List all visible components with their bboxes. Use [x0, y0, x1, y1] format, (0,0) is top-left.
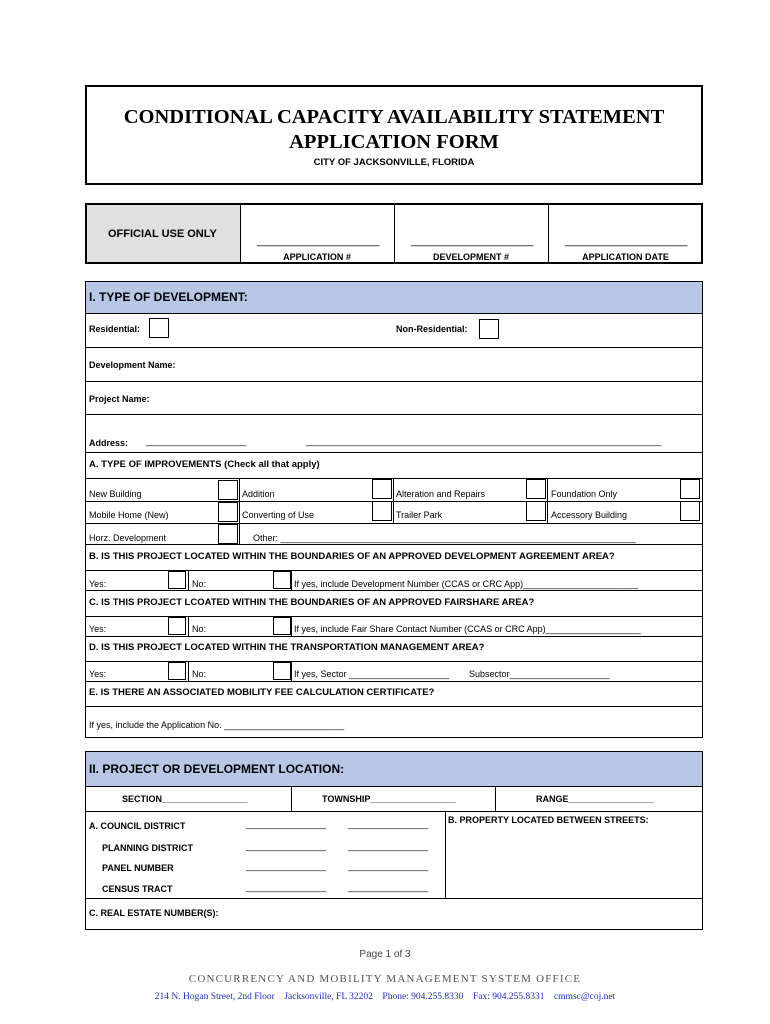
planning-district-field-2[interactable]: ________________ — [348, 841, 429, 851]
foundation-label: Foundation Only — [551, 489, 618, 499]
title-box — [85, 85, 703, 185]
development-number-label: DEVELOPMENT # — [432, 252, 509, 262]
panel-number-field-2[interactable]: ________________ — [348, 861, 429, 871]
mobile-home-checkbox[interactable] — [218, 502, 238, 522]
new-building-checkbox[interactable] — [218, 480, 238, 500]
application-date-label: APPLICATION DATE — [582, 252, 669, 262]
planning-district-field-1[interactable]: ________________ — [246, 841, 327, 851]
section2-box — [85, 751, 703, 930]
question-e: E. IS THERE AN ASSOCIATED MOBILITY FEE CALCULATION CERTIFICATE? — [89, 687, 435, 698]
section2-heading: II. PROJECT OR DEVELOPMENT LOCATION: — [89, 762, 345, 776]
census-tract-field-2[interactable]: ________________ — [348, 882, 429, 892]
official-use-label: OFFICIAL USE ONLY — [108, 228, 217, 240]
planning-district-label: PLANNING DISTRICT — [102, 843, 193, 853]
footer-fax: Fax: 904.255.8331 — [472, 992, 545, 1002]
residential-checkbox[interactable] — [149, 318, 169, 338]
page-number: Page 1 of 3 — [359, 949, 411, 960]
development-name-label: Development Name: — [89, 360, 176, 370]
converting-checkbox[interactable] — [372, 501, 392, 521]
council-district-field-1[interactable]: ________________ — [246, 819, 327, 829]
q-b-no-checkbox[interactable] — [273, 571, 291, 589]
project-name-label: Project Name: — [89, 394, 150, 404]
census-tract-field-1[interactable]: ________________ — [246, 882, 327, 892]
census-tract-label: CENSUS TRACT — [102, 884, 173, 894]
q-c-yes-label: Yes: — [89, 624, 107, 634]
development-number-field[interactable]: ____________________ — [411, 235, 534, 247]
improvements-heading: A. TYPE OF IMPROVEMENTS (Check all that apply) — [89, 459, 320, 470]
foundation-checkbox[interactable] — [680, 479, 700, 499]
other-field[interactable]: Other: _______________________________________________________________________ — [253, 533, 636, 543]
q-d-sector-field[interactable]: If yes, Sector ____________________ — [294, 669, 450, 679]
panel-number-field-1[interactable]: ________________ — [246, 861, 327, 871]
non-residential-checkbox[interactable] — [479, 319, 499, 339]
range-field[interactable]: RANGE_________________ — [536, 794, 654, 804]
q-d-yes-label: Yes: — [89, 669, 107, 679]
footer-address: 214 N. Hogan Street, 2nd Floor — [154, 992, 275, 1002]
footer-city: Jacksonville, FL 32202 — [284, 992, 373, 1002]
q-b-no-label: No: — [192, 579, 207, 589]
form-title-line2: APPLICATION FORM — [289, 131, 499, 153]
address-field-2[interactable]: _______________________________________________________________________ — [306, 436, 662, 446]
township-field[interactable]: TOWNSHIP_________________ — [322, 794, 456, 804]
footer-email-link[interactable]: cmmsc@coj.net — [553, 992, 616, 1002]
q-d-no-checkbox[interactable] — [273, 662, 291, 680]
addition-label: Addition — [242, 489, 275, 499]
q-b-yes-label: Yes: — [89, 579, 107, 589]
form-subtitle: CITY OF JACKSONVILLE, FLORIDA — [313, 157, 475, 168]
alteration-checkbox[interactable] — [526, 479, 546, 499]
horz-development-label: Horz. Development — [89, 533, 167, 543]
council-district-field-2[interactable]: ________________ — [348, 819, 429, 829]
horz-development-checkbox[interactable] — [218, 524, 238, 544]
q-d-no-label: No: — [192, 669, 207, 679]
footer-phone: Phone: 904.255.8330 — [382, 992, 464, 1002]
property-streets-label: B. PROPERTY LOCATED BETWEEN STREETS: — [448, 815, 649, 825]
trailer-park-checkbox[interactable] — [526, 501, 546, 521]
official-use-box — [85, 203, 703, 264]
converting-label: Converting of Use — [242, 510, 315, 520]
application-number-field[interactable]: ____________________ — [257, 235, 380, 247]
non-residential-label: Non-Residential: — [396, 324, 468, 334]
application-date-field[interactable]: ____________________ — [565, 235, 688, 247]
address-field-1[interactable]: ____________________ — [146, 436, 247, 446]
section1-heading: I. TYPE OF DEVELOPMENT: — [89, 290, 248, 304]
q-d-subsector-field[interactable]: Subsector____________________ — [469, 669, 610, 679]
trailer-park-label: Trailer Park — [396, 510, 443, 520]
question-c: C. IS THIS PROJECT LCOATED WITHIN THE BOUNDARIES OF AN APPROVED FAIRSHARE AREA? — [89, 597, 535, 608]
question-d: D. IS THIS PROJECT LOCATED WITHIN THE TRANSPORTATION MANAGEMENT AREA? — [89, 642, 485, 653]
application-number-label: APPLICATION # — [283, 252, 351, 262]
form-title-line1: CONDITIONAL CAPACITY AVAILABILITY STATEMENT — [123, 106, 665, 128]
real-estate-numbers-label: C. REAL ESTATE NUMBER(S): — [89, 908, 219, 918]
accessory-label: Accessory Building — [551, 510, 628, 520]
question-b: B. IS THIS PROJECT LOCATED WITHIN THE BOUNDARIES OF AN APPROVED DEVELOPMENT AGREEMENT AREA? — [89, 551, 615, 562]
section1-box — [85, 281, 703, 738]
q-d-yes-checkbox[interactable] — [168, 662, 186, 680]
new-building-label: New Building — [89, 489, 142, 499]
footer-contact-line — [0, 992, 770, 1002]
council-district-label: A. COUNCIL DISTRICT — [89, 821, 186, 831]
q-c-no-label: No: — [192, 624, 207, 634]
accessory-checkbox[interactable] — [680, 501, 700, 521]
section-field[interactable]: SECTION_________________ — [122, 794, 248, 804]
q-c-no-checkbox[interactable] — [273, 617, 291, 635]
panel-number-label: PANEL NUMBER — [102, 863, 174, 873]
alteration-label: Alteration and Repairs — [396, 489, 486, 499]
q-e-application-number[interactable]: If yes, include the Application No. ________________________ — [89, 720, 345, 730]
q-b-yes-checkbox[interactable] — [168, 571, 186, 589]
q-b-development-number[interactable]: If yes, include Development Number (CCAS or CRC App)_______________________ — [294, 579, 639, 589]
footer-office-name: CONCURRENCY AND MOBILITY MANAGEMENT SYSTEM OFFICE — [188, 973, 582, 985]
q-c-yes-checkbox[interactable] — [168, 617, 186, 635]
residential-label: Residential: — [89, 324, 141, 334]
mobile-home-label: Mobile Home (New) — [89, 510, 169, 520]
q-c-fairshare-number[interactable]: If yes, include Fair Share Contact Number (CCAS or CRC App)___________________ — [294, 624, 641, 634]
address-label: Address: — [89, 438, 129, 448]
addition-checkbox[interactable] — [372, 479, 392, 499]
